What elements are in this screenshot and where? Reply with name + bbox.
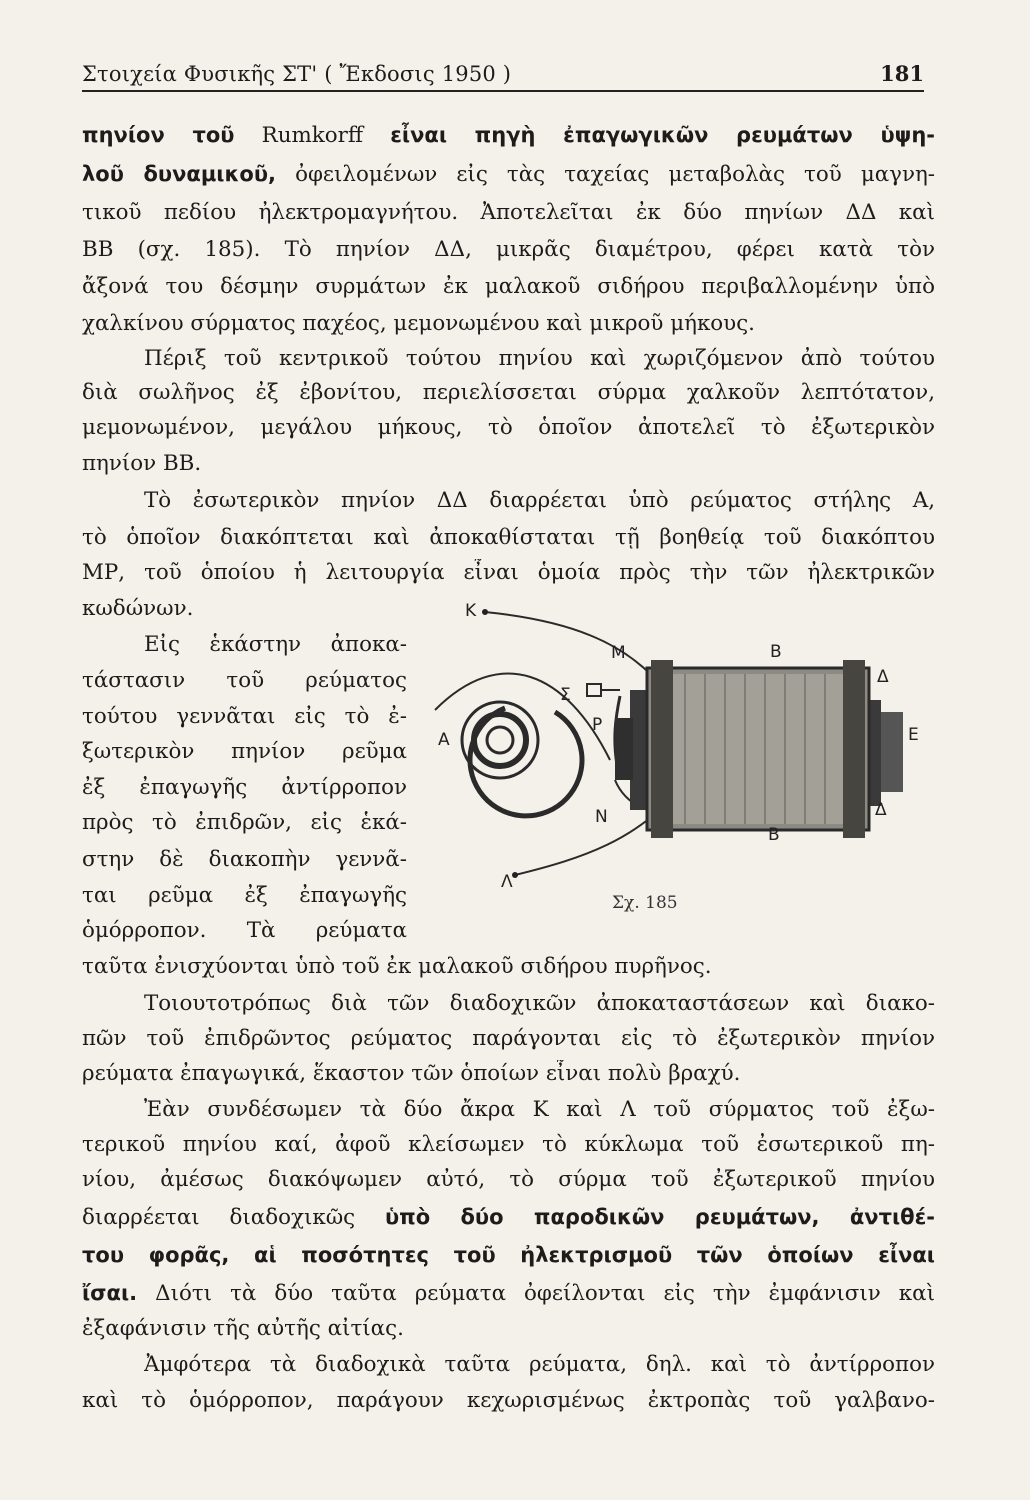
label-sigma: Σ xyxy=(560,685,571,705)
text-line xyxy=(82,161,935,191)
running-head xyxy=(82,58,924,92)
text-line: μεμονωμένον, μεγάλου μήκους, τὸ ὁποῖον ἀποτελεῖ τὸ ἐξωτερικὸν xyxy=(82,415,935,440)
label-k: K xyxy=(465,601,477,621)
text-line: καὶ τὸ ὁμόρροπον, παράγουν κεχωρισμένως ἐκτροπὰς τοῦ γαλβανο- xyxy=(82,1388,935,1413)
label-a: A xyxy=(438,730,450,750)
text-span: διαρρέεται διαδοχικῶς xyxy=(82,1205,356,1230)
figure-rumkorff-coil xyxy=(415,590,945,950)
text-line: κωδώνων. xyxy=(82,596,194,621)
text-line: ξωτερικὸν πηνίον ρεῦμα xyxy=(82,739,407,764)
text-line: τὸ ὁποῖον διακόπτεται καὶ ἀποκαθίσταται τῇ βοηθείᾳ τοῦ διακόπτου xyxy=(82,525,935,550)
text-line: Τοιουτοτρόπως διὰ τῶν διαδοχικῶν ἀποκαταστάσεων καὶ διακο- xyxy=(144,991,935,1016)
terminal-lambda xyxy=(512,872,518,878)
text-line: Ἀμφότερα τὰ διαδοχικὰ ταῦτα ρεύματα, δηλ. καὶ τὸ ἀντίρροπον xyxy=(144,1352,935,1377)
text-line: ἐξ ἐπαγωγῆς ἀντίρροπον xyxy=(82,775,407,800)
label-b-bottom: B xyxy=(768,825,780,845)
text-line: Τὸ ἐσωτερικὸν πηνίον ΔΔ διαρρέεται ὑπὸ ρεύματος στήλης Α, xyxy=(144,488,935,513)
text-line: ἐξαφάνισιν τῆς αὐτῆς αἰτίας. xyxy=(82,1316,404,1341)
text-span: Διότι τὰ δύο ταῦτα ρεύματα ὀφείλονται εἰς τὴν ἐμφάνισιν καὶ xyxy=(155,1281,935,1306)
bold-phrase: ἴσαι. xyxy=(82,1281,138,1305)
core-projection-e xyxy=(881,712,903,792)
text-line: νίου, ἀμέσως διακόψωμεν αὐτό, τὸ σύρμα τοῦ ἐξωτερικοῦ πηνίου xyxy=(82,1167,935,1192)
text-line: πῶν τοῦ ἐπιδρῶντος ρεύματος παράγονται εἰς τὸ ἐξωτερικὸν πηνίον xyxy=(82,1026,935,1051)
terminal-k xyxy=(482,609,488,615)
page-number: 181 xyxy=(880,61,924,86)
text-line: τερικοῦ πηνίου καί, ἀφοῦ κλείσωμεν τὸ κύκλωμα τοῦ ἐσωτερικοῦ πη- xyxy=(82,1132,935,1157)
text-line: τάστασιν τοῦ ρεύματος xyxy=(82,668,407,693)
text-line: διὰ σωλῆνος ἐξ ἐβονίτου, περιελίσσεται σύρμα χαλκοῦν λεπτότατον, xyxy=(82,380,935,405)
outer-coil-bb xyxy=(647,660,869,838)
text-line: τούτου γεννᾶται εἰς τὸ ἐ- xyxy=(82,704,407,729)
text-line: Πέριξ τοῦ κεντρικοῦ τούτου πηνίου καὶ χωριζόμενον ἀπὸ τούτου xyxy=(144,346,935,371)
text-line: ΜΡ, τοῦ ὁποίου ἡ λειτουργία εἶναι ὁμοία πρὸς τὴν τῶν ἠλεκτρικῶν xyxy=(82,560,935,585)
text-line: ρεύματα ἐπαγωγικά, ἕκαστον τῶν ὁποίων εἶναι πολὺ βραχύ. xyxy=(82,1061,741,1086)
text-span: ὀφειλομένων εἰς τὰς ταχείας μεταβολὰς τοῦ μαγνη- xyxy=(295,162,935,187)
bold-phrase: πηνίον τοῦ xyxy=(82,123,235,147)
text-line: ταῦτα ἐνισχύονται ὑπὸ τοῦ ἐκ μαλακοῦ σιδήρου πυρῆνος. xyxy=(82,954,712,979)
label-n: N xyxy=(595,807,608,827)
text-line xyxy=(82,1204,935,1234)
label-b-top: B xyxy=(770,642,782,662)
bold-phrase: του φορᾶς, αἱ ποσότητες τοῦ ἠλεκτρισμοῦ τῶν ὁποίων εἶναι xyxy=(82,1243,935,1267)
wire-k xyxy=(485,612,665,690)
text-line: τικοῦ πεδίου ἠλεκτρομαγνήτου. Ἀποτελεῖται ἐκ δύο πηνίων ΔΔ καὶ xyxy=(82,200,935,225)
armature xyxy=(615,718,633,780)
text-line: Εἰς ἑκάστην ἀποκα- xyxy=(144,632,407,657)
text-line: ΒΒ (σχ. 185). Τὸ πηνίον ΔΔ, μικρᾶς διαμέτρου, φέρει κατὰ τὸν xyxy=(82,237,935,262)
text-line: ὁμόρροπον. Τὰ ρεύματα xyxy=(82,918,407,943)
label-m: M xyxy=(611,643,626,663)
text-line: ται ρεῦμα ἐξ ἐπαγωγῆς xyxy=(82,883,407,908)
text-line: στην δὲ διακοπὴν γεννᾶ- xyxy=(82,847,407,872)
label-delta-bottom: Δ xyxy=(875,800,887,820)
text-line xyxy=(82,1242,935,1272)
text-line: πηνίον ΒΒ. xyxy=(82,451,202,476)
text-line xyxy=(82,122,935,152)
text-line xyxy=(82,1280,935,1310)
bold-phrase: λοῦ δυναμικοῦ, xyxy=(82,162,276,186)
label-lambda: Λ xyxy=(501,872,513,892)
label-delta-top: Δ xyxy=(877,667,889,687)
label-e: E xyxy=(908,725,919,745)
battery-a xyxy=(462,702,582,816)
label-p: P xyxy=(592,715,603,735)
figure-caption: Σχ. 185 xyxy=(612,893,678,913)
text-span: Rumkorff xyxy=(261,123,364,148)
bold-phrase: εἶναι πηγὴ ἐπαγωγικῶν ρευμάτων ὑψη- xyxy=(390,123,935,147)
text-line: Ἐὰν συνδέσωμεν τὰ δύο ἄκρα Κ καὶ Λ τοῦ σύρματος τοῦ ἐξω- xyxy=(144,1097,935,1122)
rumkorff-coil-diagram xyxy=(415,590,945,950)
text-line: πρὸς τὸ ἐπιδρῶν, εἰς ἑκά- xyxy=(82,810,407,835)
bold-phrase: ὑπὸ δύο παροδικῶν ρευμάτων, ἀντιθέ- xyxy=(384,1205,935,1229)
text-line: χαλκίνου σύρματος παχέος, μεμονωμένου καὶ μικροῦ μήκους. xyxy=(82,311,755,336)
text-line: ἄξονά του δέσμην συρμάτων ἐκ μαλακοῦ σιδήρου περιβαλλομένην ὑπὸ xyxy=(82,274,935,299)
book-title: Στοιχεία Φυσικῆς ΣΤ' ( Ἔκδοσις 1950 ) xyxy=(82,62,512,86)
